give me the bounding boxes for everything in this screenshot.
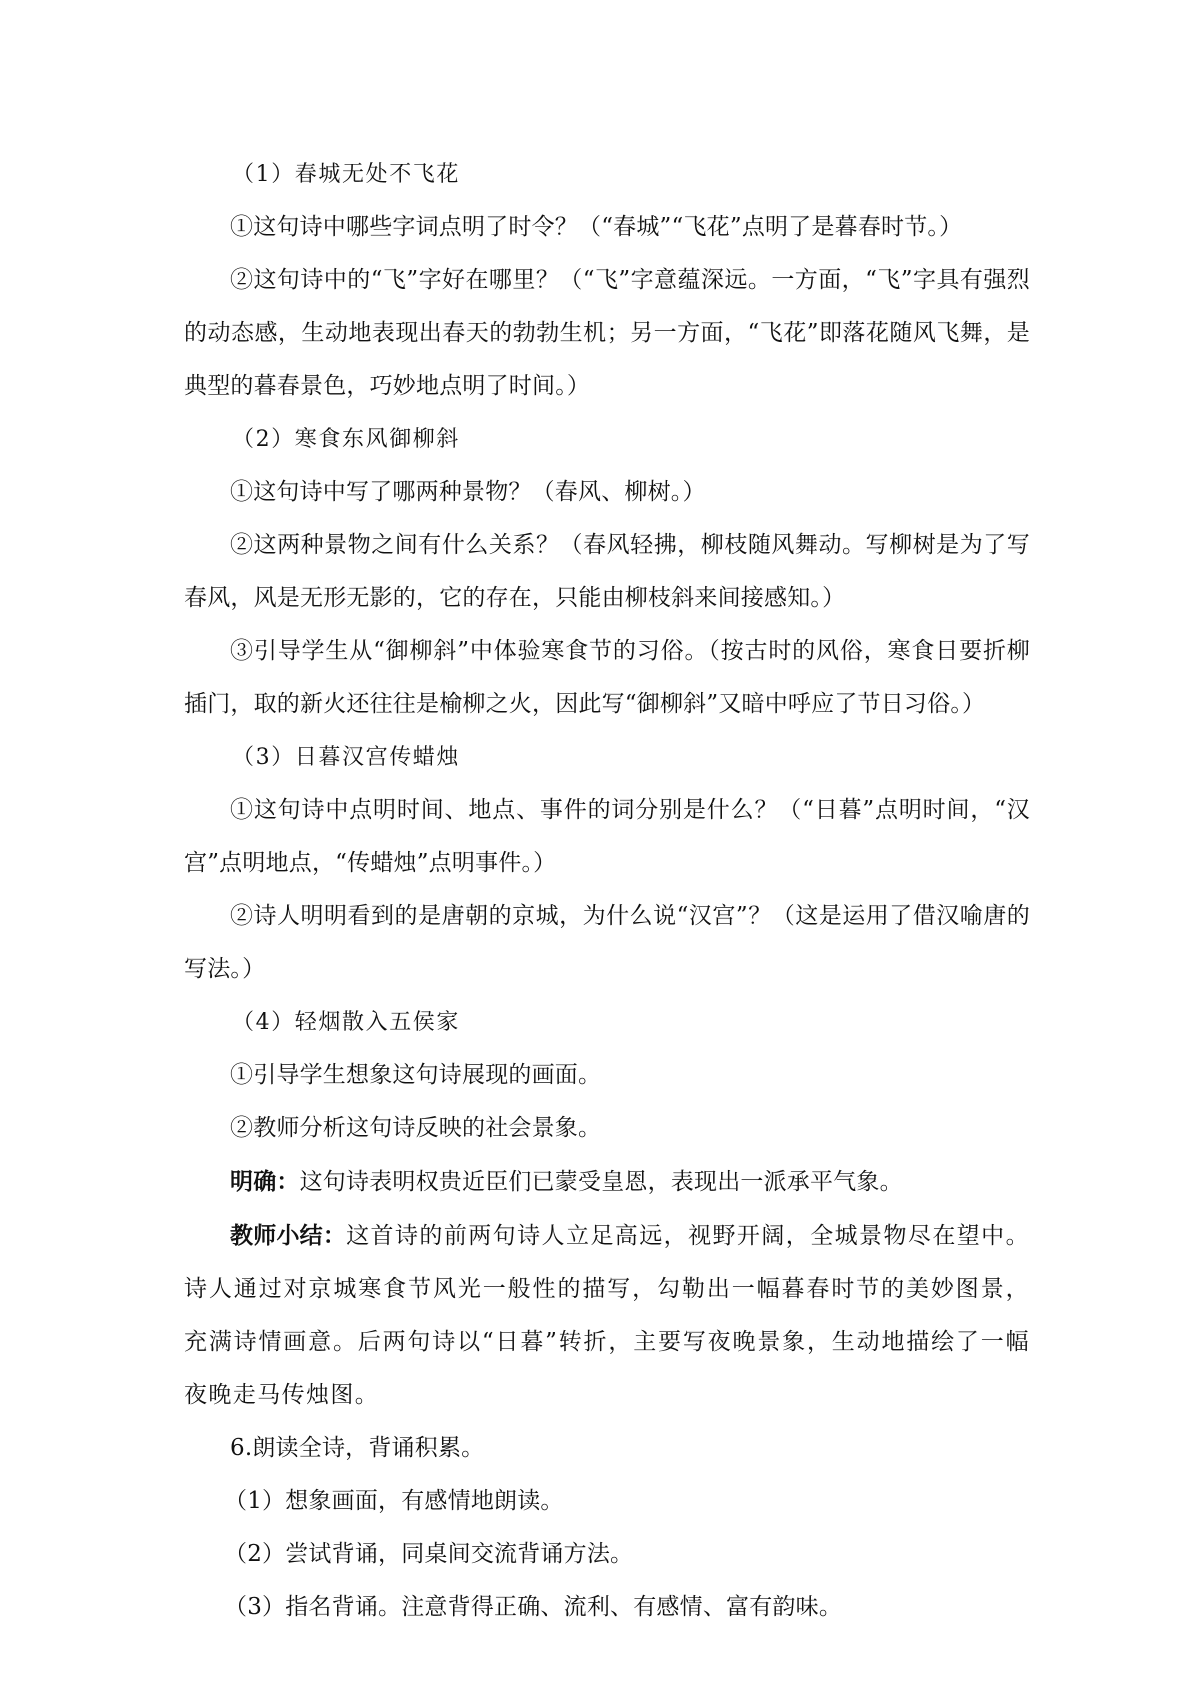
step-6-item-3: （3）指名背诵。注意背得正确、流利、有感情、富有韵味。 [224,1594,843,1620]
question-1-2: ②这句诗中的“飞”字好在哪里？（“飞”字意蕴深远。一方面，“飞”字具有强烈的动态感，生动地表现出春天的勃勃生机；另一方面，“飞花”即落花随风飞舞，是典型的暮春景色，巧妙地点明了时间。） [184,267,1030,399]
teacher-summary-paragraph [184,1209,1030,1422]
question-2-3: ③引导学生从“御柳斜”中体验寒食节的习俗。（按古时的风俗，寒食日要折柳插门，取的新火还往往是榆柳之火，因此写“御柳斜”又暗中呼应了节日习俗。） [184,638,1030,717]
mingque-text: 这句诗表明权贵近臣们已蒙受皇恩，表现出一派承平气象。 [299,1169,903,1195]
teacher-summary-text: 这首诗的前两句诗人立足高远，视野开阔，全城景物尽在望中。诗人通过对京城寒食节风光一般性的描写，勾勒出一幅暮春时节的美妙图景，充满诗情画意。后两句诗以“日暮”转折，主要写夜晚景象，生动地描绘了一幅夜晚走马传烛图。 [184,1223,1030,1408]
step-6-item-1: （1）想象画面，有感情地朗读。 [224,1488,564,1514]
question-3-1: ①这句诗中点明时间、地点、事件的词分别是什么？（“日暮”点明时间，“汉宫”点明地点，“传蜡烛”点明事件。） [184,797,1030,876]
section-heading-2: （2）寒食东风御柳斜 [232,427,460,452]
document-body [184,148,1030,1634]
mingque-label: 明确： [230,1168,300,1195]
teacher-summary-label: 教师小结： [230,1222,347,1249]
question-4-2: ②教师分析这句诗反映的社会景象。 [230,1115,602,1141]
question-3-2: ②诗人明明看到的是唐朝的京城，为什么说“汉宫”？（这是运用了借汉喻唐的写法。） [184,903,1030,982]
question-2-1: ①这句诗中写了哪两种景物？（春风、柳树。） [230,479,706,505]
step-6-title: 6.朗读全诗，背诵积累。 [230,1435,485,1461]
mingque-paragraph [184,1155,1030,1209]
question-4-1: ①引导学生想象这句诗展现的画面。 [230,1062,602,1088]
section-heading-4: （4）轻烟散入五侯家 [232,1010,460,1035]
question-2-2: ②这两种景物之间有什么关系？（春风轻拂，柳枝随风舞动。写柳树是为了写春风，风是无形无影的，它的存在，只能由柳枝斜来间接感知。） [184,532,1030,611]
section-heading-1: （1）春城无处不飞花 [232,162,460,187]
step-6-item-2: （2）尝试背诵，同桌间交流背诵方法。 [224,1541,634,1567]
question-1-1: ①这句诗中哪些字词点明了时令？（“春城”“飞花”点明了是暮春时节。） [230,214,963,240]
section-heading-3: （3）日暮汉宫传蜡烛 [232,745,460,770]
